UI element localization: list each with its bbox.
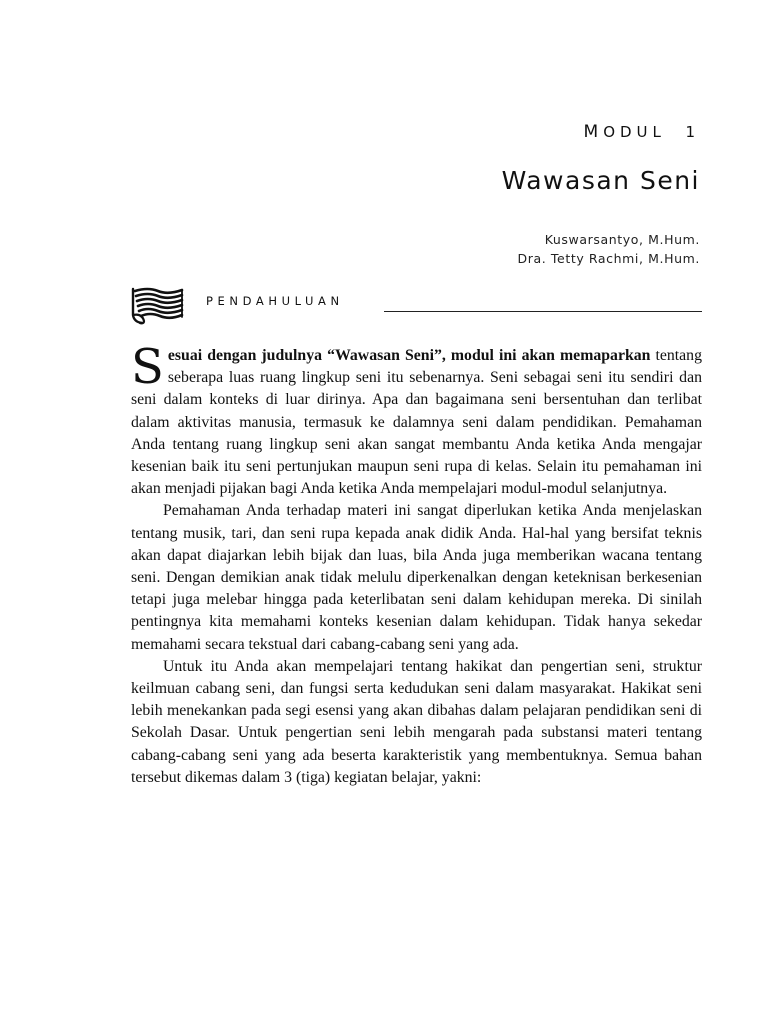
paragraph [131,339,702,500]
scroll-book-icon [130,285,184,325]
author-line [518,230,700,249]
author-degree: M.Hum. [648,232,700,247]
body-text [131,339,702,789]
drop-cap: S [131,339,164,395]
paragraph: Untuk itu Anda akan mempelajari tentang hakikat dan pengertian seni, struktur keilmuan cabang seni, dan fungsi serta kedudukan seni dalam masyarakat. Hakikat seni lebih menekankan pada segi esensi yang akan dibahas dalam pelajaran pendidikan seni di Sekolah Dasar. Untuk pengertian seni lebih mengarah pada substansi materi tentang cabang-cabang seni yang ada beserta karakteristik yang membentuknya. Semua bahan tersebut dikemas dalam 3 (tiga) kegiatan belajar, yakni: [131,657,702,786]
module-label-initial: M [583,122,604,142]
paragraph: Pemahaman Anda terhadap materi ini sangat diperlukan ketika Anda menjelaskan tentang musik, tari, dan seni rupa kepada anak didik Anda. Hal-hal yang bersifat teknis akan dapat diajarkan lebih bijak dan luas, bila Anda juga memberikan wacana tentang seni. Dengan demikian anak tidak melulu diperkenalkan dengan keteknisan berkesenian tetapi juga melebar hingga pada keterlibatan seni dalam kehidupan mereka. Di sinilah pentingnya kita memahami konteks kesenian dalam kehidupan. Tidak hanya sekedar memahami secara tekstual dari cabang-cabang seni yang ada. [131,502,702,653]
module-label-rest: ODUL [603,123,666,141]
module-number-label [584,122,700,142]
section-heading: PENDAHULUAN [206,294,344,308]
author-degree: M.Hum. [648,251,700,266]
lead-in-text: esuai dengan judulnya “Wawasan Seni”, modul ini akan memaparkan [167,347,651,364]
author-name: Kuswarsantyo, [544,232,649,247]
module-number: 1 [685,123,700,141]
module-title: Wawasan Seni [501,166,700,195]
author-line [518,249,700,268]
paragraph-text: tentang seberapa luas ruang lingkup seni itu sebenarnya. Seni sebagai seni itu sendiri dan seni dalam konteks di luar dirinya. Apa dan bagaimana seni bersentuhan dan terlibat dalam aktivitas manusia, termasuk ke dalamnya seni dalam pendidikan. Pemahaman Anda tentang ruang lingkup seni akan sangat membantu Anda ketika Anda mengajar kesenian baik itu seni pertunjukan maupun seni rupa di kelas. Selain itu pemahaman ini akan menjadi pijakan bagi Anda ketika Anda mempelajari modul-modul selanjutnya. [131,347,702,498]
section-divider [384,311,702,312]
author-list [518,230,700,268]
author-name: Dra. Tetty Rachmi, [517,251,649,266]
